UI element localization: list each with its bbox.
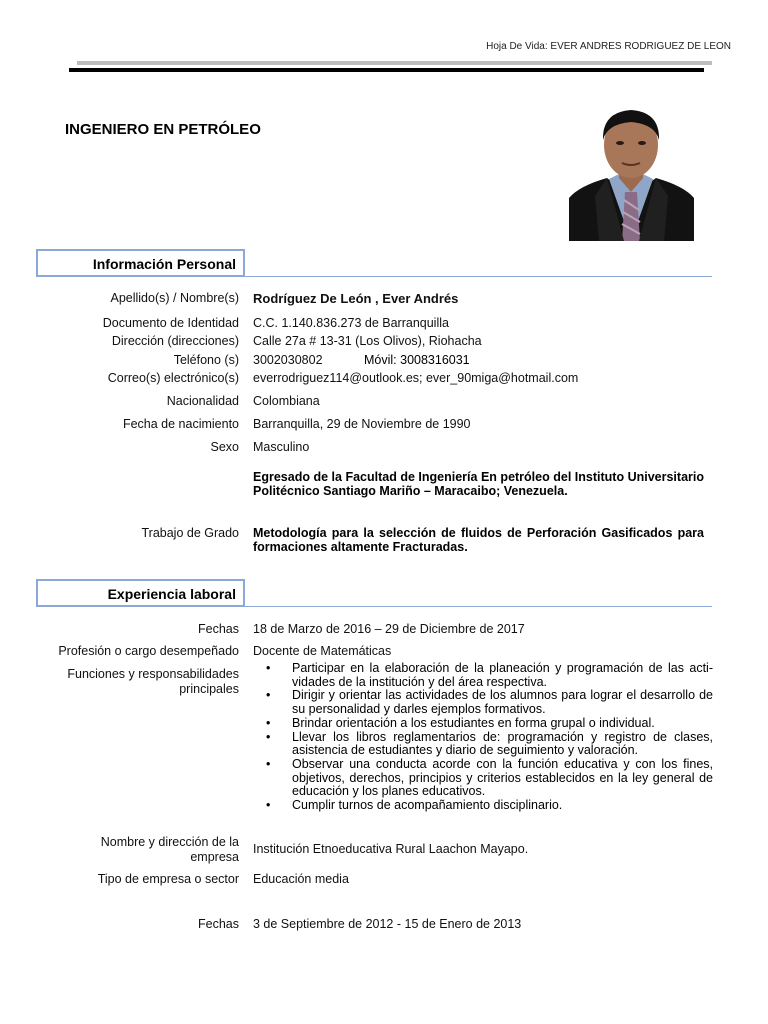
dates-label: Fechas bbox=[198, 622, 239, 636]
running-header: Hoja De Vida: EVER ANDRES RODRIGUEZ DE LEON bbox=[486, 41, 731, 52]
section-personal-heading: Información Personal bbox=[92, 256, 236, 272]
sex-value: Masculino bbox=[253, 440, 310, 454]
bullet-icon: • bbox=[266, 715, 271, 730]
employer-label-line-1: Nombre y dirección de la bbox=[100, 835, 239, 849]
nationality-value: Colombiana bbox=[253, 394, 320, 408]
list-item bbox=[253, 689, 713, 716]
duty-text: Participar en la elaboración de la planeación y programación de las acti-vidades de la institución y del área respectiva. bbox=[292, 661, 713, 689]
section-experience-rule bbox=[245, 606, 712, 607]
sector-value: Educación media bbox=[253, 872, 349, 886]
header-rule-black bbox=[69, 68, 704, 72]
section-personal-rule bbox=[245, 276, 712, 277]
duty-text: Brindar orientación a los estudiantes en forma grupal o individual. bbox=[292, 715, 655, 730]
duty-text: Observar una conducta acorde con la función educativa y con los fines, objetivos, derechos, principios y criterios establecidos en la ley general de educación y los planes educativos. bbox=[292, 756, 713, 799]
phone-value: 3002030802 bbox=[253, 353, 323, 367]
education-statement: Egresado de la Facultad de Ingeniería En petróleo del Instituto Universitario Politécnico Santiago Mariño – Maracaibo; Venezuela. bbox=[253, 470, 704, 498]
list-item bbox=[253, 717, 713, 731]
duty-text: Llevar los libros reglamentarios de: programación y registro de clases, asistencia de estudiantes y diario de seguimiento y valoración. bbox=[292, 729, 713, 758]
email-label: Correo(s) electrónico(s) bbox=[107, 371, 239, 385]
phone-label: Teléfono (s) bbox=[173, 353, 239, 367]
list-item bbox=[253, 799, 713, 813]
role-label: Profesión o cargo desempeñado bbox=[58, 644, 239, 658]
thesis-value: Metodología para la selección de fluidos de Perforación Gasificados para formaciones altamente Fracturadas. bbox=[253, 526, 704, 554]
address-label: Dirección (direcciones) bbox=[111, 334, 239, 348]
employer-value: Institución Etnoeducativa Rural Laachon Mayapo. bbox=[253, 842, 529, 856]
list-item bbox=[253, 758, 713, 799]
id-value: C.C. 1.140.836.273 de Barranquilla bbox=[253, 316, 449, 330]
bullet-icon: • bbox=[266, 798, 271, 813]
profile-title: INGENIERO EN PETRÓLEO bbox=[65, 121, 261, 138]
dates-value: 18 de Marzo de 2016 – 29 de Diciembre de 2017 bbox=[253, 622, 525, 636]
duties-list bbox=[253, 662, 713, 813]
section-experience-heading: Experiencia laboral bbox=[107, 586, 236, 602]
profile-photo bbox=[569, 100, 694, 241]
bullet-icon: • bbox=[266, 756, 271, 771]
name-label: Apellido(s) / Nombre(s) bbox=[110, 291, 239, 305]
dates2-value: 3 de Septiembre de 2012 - 15 de Enero de 2013 bbox=[253, 917, 522, 931]
section-experience-heading-box bbox=[36, 579, 245, 607]
bullet-icon: • bbox=[266, 688, 271, 703]
address-value: Calle 27a # 13-31 (Los Olivos), Riohacha bbox=[253, 334, 482, 348]
bullet-icon: • bbox=[266, 661, 271, 675]
list-item bbox=[253, 731, 713, 758]
duties-label-line-1: Funciones y responsabilidades bbox=[67, 667, 239, 681]
header-rule-gray bbox=[77, 61, 712, 65]
duties-label-line-2: principales bbox=[179, 682, 239, 696]
nationality-label: Nacionalidad bbox=[166, 394, 239, 408]
employer-label bbox=[101, 835, 239, 865]
role-value: Docente de Matemáticas bbox=[253, 644, 392, 658]
duty-text: Cumplir turnos de acompañamiento disciplinario. bbox=[292, 798, 563, 813]
section-personal-heading-box bbox=[36, 249, 245, 277]
birth-value: Barranquilla, 29 de Noviembre de 1990 bbox=[253, 417, 471, 431]
sex-label: Sexo bbox=[210, 440, 239, 454]
bullet-icon: • bbox=[266, 729, 271, 744]
mobile-value: Móvil: 3008316031 bbox=[364, 353, 470, 367]
id-label: Documento de Identidad bbox=[102, 316, 239, 330]
email-value: everrodriguez114@outlook.es; ever_90miga@hotmail.com bbox=[253, 371, 579, 385]
duty-text: Dirigir y orientar las actividades de los alumnos para lograr el desarrollo de su personalidad y darles ejemplos formativos. bbox=[292, 688, 713, 717]
duties-label bbox=[67, 667, 239, 697]
thesis-label: Trabajo de Grado bbox=[141, 526, 239, 540]
employer-label-line-2: empresa bbox=[190, 850, 239, 864]
name-value: Rodríguez De León , Ever Andrés bbox=[253, 291, 459, 306]
birth-label: Fecha de nacimiento bbox=[122, 417, 239, 431]
dates2-label: Fechas bbox=[198, 917, 239, 931]
list-item bbox=[253, 662, 713, 689]
sector-label: Tipo de empresa o sector bbox=[97, 872, 239, 886]
